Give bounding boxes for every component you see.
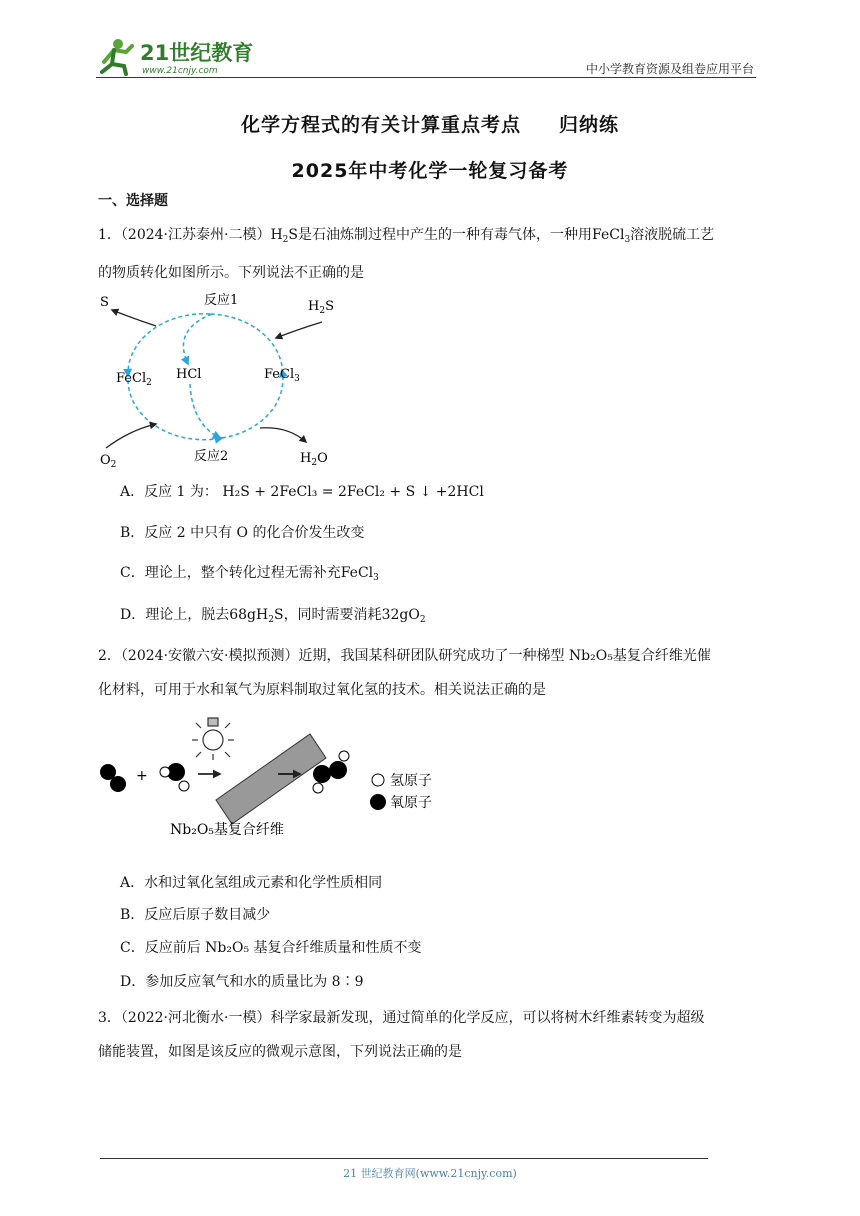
- fig-h2o: $H_2O$: [300, 451, 328, 468]
- logo-text: 21世纪教育: [140, 41, 254, 65]
- q1-cycle-diagram: [96, 288, 356, 470]
- site-logo: [96, 36, 266, 78]
- light-bulb-icon: [192, 718, 234, 760]
- section-heading: 一、选择题: [98, 193, 168, 209]
- q2-stem: 2．（2024·安徽六安·模拟预测）近期，我国某科研团队研究成功了一种梯型 Nb₂O₅基复合纤维光催: [98, 648, 711, 664]
- q2-stem-line2: 化材料，可用于水和氧气为原料制取过氧化氢的技术。相关说法正确的是: [98, 682, 546, 698]
- oxygen-legend-icon: [370, 794, 386, 810]
- q3-stem: 3．（2022·河北衡水·一模）科学家最新发现，通过简单的化学反应，可以将树木纤维素转变为超级: [98, 1010, 705, 1026]
- q2-reaction-diagram: [98, 712, 458, 842]
- catalyst-label: Nb₂O₅基复合纤维: [170, 822, 284, 838]
- hydrogen-legend-icon: [372, 774, 384, 786]
- doc-subtitle: 2025年中考化学一轮复习备考: [291, 160, 569, 182]
- fig-s: S: [100, 295, 109, 310]
- platform-name: 中小学教育资源及组卷应用平台: [585, 62, 754, 76]
- fig-h2s: $H_2S$: [308, 299, 334, 316]
- plus-sign: +: [136, 768, 148, 784]
- q2-option-a[interactable]: A．水和过氧化氢组成元素和化学性质相同: [120, 875, 383, 891]
- fig-fecl3: FeCl$_3$: [264, 367, 300, 384]
- q1-option-b[interactable]: B．反应 2 中只有 O 的化合价发生改变: [120, 525, 365, 541]
- svg-text:氢原子: 氢原子: [390, 773, 432, 789]
- q2-option-d[interactable]: D．参加反应氧气和水的质量比为 8∶9: [120, 974, 364, 990]
- q1-stem-line2: 的物质转化如图所示。下列说法不正确的是: [98, 265, 364, 281]
- doc-title: 化学方程式的有关计算重点考点 归纳练: [240, 114, 620, 136]
- water-molecule-2: [160, 763, 189, 791]
- q1-option-a[interactable]: A．反应 1 为： H₂S + 2FeCl₃ = 2FeCl₂ + S ↓ +2HCl: [120, 484, 484, 500]
- fig-reaction2: 反应2: [194, 449, 229, 464]
- q2-option-c[interactable]: C．反应前后 Nb₂O₅ 基复合纤维质量和性质不变: [120, 940, 422, 956]
- fig-reaction1: 反应1: [204, 293, 239, 308]
- runner-logo-icon: [102, 39, 132, 74]
- q1-stem: 1．（2024·江苏泰州·二模）$H_2S$是石油炼制过程中产生的一种有毒气体，一种用FeCl$_3$溶液脱硫工艺: [98, 227, 715, 245]
- q2-option-b[interactable]: B．反应后原子数目减少: [120, 907, 271, 923]
- fig-hcl: HCl: [176, 367, 202, 382]
- footer-link[interactable]: 21 世纪教育网(www.21cnjy.com): [343, 1167, 517, 1180]
- header-divider: [96, 77, 756, 78]
- q1-option-c[interactable]: C．理论上，整个转化过程无需补充FeCl$_3$: [120, 565, 379, 583]
- water-molecule-reactant: [100, 764, 126, 792]
- q3-stem-line2: 储能装置，如图是该反应的微观示意图，下列说法正确的是: [98, 1044, 462, 1060]
- footer-divider: [100, 1158, 708, 1159]
- q1-option-d[interactable]: D．理论上，脱去$68gH_2S$，同时需要消耗$32gO_2$: [120, 607, 426, 625]
- fig-fecl2: FeCl$_2$: [116, 371, 152, 388]
- fig-o2: $O_2$: [100, 453, 117, 470]
- svg-text:氧原子: 氧原子: [390, 795, 432, 811]
- logo-url: www.21cnjy.com: [142, 66, 218, 76]
- catalyst-fiber: [216, 734, 326, 824]
